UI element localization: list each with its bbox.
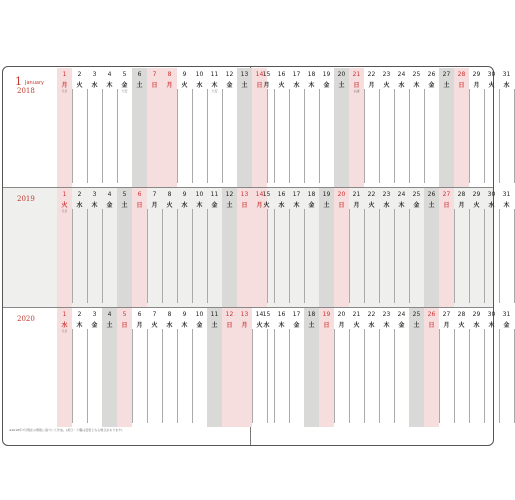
day-number: 24 — [397, 191, 406, 198]
weekday-label: 火 — [181, 82, 188, 89]
weekday-label: 月 — [473, 82, 480, 89]
day-number: 28 — [457, 311, 466, 318]
day-number: 25 — [412, 71, 421, 78]
weekday-label: 月 — [263, 82, 270, 89]
weekday-label: 日 — [136, 202, 143, 209]
day-number: 1 — [62, 71, 67, 78]
weekday-label: 火 — [488, 82, 495, 89]
day-note: 仏滅 — [353, 89, 360, 93]
day-number: 20 — [337, 311, 346, 318]
day-number: 3 — [92, 71, 97, 78]
day-number: 17 — [292, 191, 301, 198]
weekday-label: 土 — [106, 322, 113, 329]
weekday-label: 火 — [76, 82, 83, 89]
weekday-label: 木 — [76, 322, 83, 329]
weekday-label: 日 — [256, 82, 263, 89]
weekday-label: 火 — [263, 202, 270, 209]
weekday-label: 火 — [166, 202, 173, 209]
day-number: 7 — [152, 191, 157, 198]
day-number: 14 — [255, 71, 264, 78]
weekday-label: 金 — [428, 82, 435, 89]
day-number: 9 — [182, 71, 187, 78]
day-number: 15 — [262, 71, 271, 78]
weekday-label: 水 — [398, 82, 405, 89]
day-number: 2 — [77, 71, 82, 78]
weekday-label: 土 — [428, 202, 435, 209]
day-number: 15 — [262, 191, 271, 198]
weekday-label: 土 — [443, 82, 450, 89]
calendar-spread — [2, 66, 511, 446]
day-number: 29 — [472, 71, 481, 78]
weekday-label: 木 — [196, 202, 203, 209]
weekday-label: 木 — [413, 82, 420, 89]
weekday-label: 水 — [473, 322, 480, 329]
day-number: 12 — [225, 191, 234, 198]
day-number: 4 — [107, 71, 112, 78]
weekday-label: 月 — [61, 82, 68, 89]
day-number: 14 — [255, 191, 264, 198]
weekday-label: 水 — [278, 202, 285, 209]
weekday-label: 木 — [398, 202, 405, 209]
weekday-label: 水 — [166, 322, 173, 329]
weekday-label: 土 — [323, 202, 330, 209]
day-number: 6 — [137, 311, 142, 318]
day-number: 24 — [397, 71, 406, 78]
weekday-label: 金 — [503, 322, 510, 329]
day-number: 15 — [262, 311, 271, 318]
day-number: 9 — [182, 191, 187, 198]
day-number: 30 — [487, 191, 496, 198]
day-number: 10 — [195, 311, 204, 318]
day-number: 22 — [367, 71, 376, 78]
day-number: 25 — [412, 191, 421, 198]
weekday-label: 月 — [458, 202, 465, 209]
weekday-label: 木 — [181, 322, 188, 329]
weekday-label: 月 — [368, 82, 375, 89]
weekday-label: 金 — [121, 82, 128, 89]
day-number: 13 — [240, 71, 249, 78]
day-number: 14 — [255, 311, 264, 318]
day-number: 13 — [240, 311, 249, 318]
day-note: 元日 — [61, 89, 68, 93]
weekday-label: 金 — [398, 322, 405, 329]
day-number: 7 — [152, 311, 157, 318]
weekday-label: 水 — [488, 202, 495, 209]
weekday-label: 月 — [338, 322, 345, 329]
weekday-label: 金 — [91, 322, 98, 329]
weekday-label: 木 — [383, 322, 390, 329]
weekday-label: 日 — [443, 202, 450, 209]
day-number: 11 — [210, 71, 219, 78]
day-number: 29 — [472, 191, 481, 198]
weekday-label: 金 — [196, 322, 203, 329]
year-label: 2019 — [17, 195, 35, 203]
day-number: 22 — [367, 311, 376, 318]
day-number: 20 — [337, 71, 346, 78]
weekday-label: 日 — [151, 82, 158, 89]
weekday-label: 金 — [413, 202, 420, 209]
weekday-label: 水 — [263, 322, 270, 329]
day-number: 17 — [292, 311, 301, 318]
day-number: 2 — [77, 311, 82, 318]
day-number: 31 — [502, 311, 511, 318]
day-number: 8 — [167, 71, 172, 78]
weekday-label: 水 — [61, 322, 68, 329]
weekday-label: 木 — [308, 82, 315, 89]
weekday-label: 水 — [383, 202, 390, 209]
day-number: 21 — [352, 71, 361, 78]
day-number: 31 — [502, 71, 511, 78]
year-label: 2018 — [17, 87, 35, 95]
day-note: 大安 — [121, 89, 128, 93]
footer-note: ※2018年7月現在の情報に基づいて作成。(祝日・六曜は変更となる場合があります) — [9, 428, 123, 432]
day-number: 27 — [442, 311, 451, 318]
weekday-label: 水 — [181, 202, 188, 209]
day-number: 2 — [77, 191, 82, 198]
weekday-label: 土 — [121, 202, 128, 209]
weekday-label: 火 — [256, 322, 263, 329]
weekday-label: 水 — [91, 82, 98, 89]
month-name: January — [25, 80, 44, 86]
weekday-label: 日 — [353, 82, 360, 89]
day-number: 5 — [122, 71, 127, 78]
weekday-label: 水 — [293, 82, 300, 89]
day-number: 23 — [382, 311, 391, 318]
day-number: 8 — [167, 311, 172, 318]
weekday-label: 月 — [241, 322, 248, 329]
day-number: 29 — [472, 311, 481, 318]
weekday-label: 火 — [353, 322, 360, 329]
day-number: 23 — [382, 71, 391, 78]
day-number: 26 — [427, 191, 436, 198]
weekday-label: 土 — [211, 322, 218, 329]
weekday-label: 月 — [166, 82, 173, 89]
weekday-label: 金 — [106, 202, 113, 209]
weekday-label: 木 — [278, 322, 285, 329]
day-number: 3 — [92, 311, 97, 318]
weekday-label: 木 — [211, 82, 218, 89]
day-number: 24 — [397, 311, 406, 318]
day-number: 28 — [457, 71, 466, 78]
weekday-label: 土 — [226, 202, 233, 209]
weekday-label: 月 — [443, 322, 450, 329]
weekday-label: 木 — [503, 202, 510, 209]
weekday-label: 土 — [413, 322, 420, 329]
day-note: 元日 — [61, 329, 68, 333]
day-number: 31 — [502, 191, 511, 198]
weekday-label: 日 — [323, 322, 330, 329]
weekday-label: 木 — [488, 322, 495, 329]
weekday-label: 金 — [308, 202, 315, 209]
day-number: 26 — [427, 311, 436, 318]
day-number: 10 — [195, 191, 204, 198]
day-number: 26 — [427, 71, 436, 78]
weekday-label: 金 — [211, 202, 218, 209]
weekday-label: 日 — [241, 202, 248, 209]
weekday-label: 金 — [323, 82, 330, 89]
weekday-label: 月 — [151, 202, 158, 209]
day-number: 13 — [240, 191, 249, 198]
weekday-label: 水 — [503, 82, 510, 89]
weekday-label: 水 — [368, 322, 375, 329]
day-number: 4 — [107, 191, 112, 198]
weekday-label: 土 — [338, 82, 345, 89]
day-number: 21 — [352, 191, 361, 198]
day-number: 27 — [442, 191, 451, 198]
day-number: 16 — [277, 191, 286, 198]
day-number: 27 — [442, 71, 451, 78]
weekday-label: 日 — [226, 322, 233, 329]
day-number: 16 — [277, 71, 286, 78]
day-number: 20 — [337, 191, 346, 198]
day-number: 28 — [457, 191, 466, 198]
day-number: 5 — [122, 191, 127, 198]
weekday-label: 水 — [196, 82, 203, 89]
weekday-label: 火 — [151, 322, 158, 329]
day-number: 18 — [307, 191, 316, 198]
day-number: 4 — [107, 311, 112, 318]
day-number: 17 — [292, 71, 301, 78]
day-number: 18 — [307, 71, 316, 78]
weekday-label: 火 — [383, 82, 390, 89]
weekday-label: 金 — [226, 82, 233, 89]
day-number: 5 — [122, 311, 127, 318]
day-number: 1 — [62, 191, 67, 198]
weekday-label: 日 — [338, 202, 345, 209]
day-note: 大安 — [211, 89, 218, 93]
weekday-label: 火 — [61, 202, 68, 209]
weekday-label: 日 — [121, 322, 128, 329]
day-number: 6 — [137, 191, 142, 198]
day-number: 16 — [277, 311, 286, 318]
weekday-label: 日 — [428, 322, 435, 329]
day-number: 12 — [225, 311, 234, 318]
day-number: 21 — [352, 311, 361, 318]
weekday-label: 木 — [293, 202, 300, 209]
day-number: 19 — [322, 71, 331, 78]
day-number: 12 — [225, 71, 234, 78]
month-number: 1 — [15, 75, 22, 88]
weekday-label: 火 — [473, 202, 480, 209]
weekday-label: 月 — [353, 202, 360, 209]
weekday-label: 月 — [136, 322, 143, 329]
day-number: 6 — [137, 71, 142, 78]
weekday-label: 火 — [368, 202, 375, 209]
day-number: 1 — [62, 311, 67, 318]
weekday-label: 土 — [136, 82, 143, 89]
weekday-label: 土 — [308, 322, 315, 329]
day-number: 18 — [307, 311, 316, 318]
weekday-label: 金 — [293, 322, 300, 329]
day-number: 7 — [152, 71, 157, 78]
weekday-label: 木 — [91, 202, 98, 209]
day-number: 30 — [487, 71, 496, 78]
day-note: 元日 — [61, 209, 68, 213]
weekday-label: 水 — [76, 202, 83, 209]
day-number: 10 — [195, 71, 204, 78]
day-number: 9 — [182, 311, 187, 318]
day-number: 11 — [210, 311, 219, 318]
day-number: 30 — [487, 311, 496, 318]
year-label: 2020 — [17, 315, 35, 323]
day-number: 23 — [382, 191, 391, 198]
weekday-label: 土 — [241, 82, 248, 89]
day-number: 8 — [167, 191, 172, 198]
day-number: 19 — [322, 311, 331, 318]
weekday-label: 火 — [278, 82, 285, 89]
weekday-label: 月 — [256, 202, 263, 209]
weekday-label: 火 — [458, 322, 465, 329]
day-number: 3 — [92, 191, 97, 198]
day-number: 22 — [367, 191, 376, 198]
weekday-label: 日 — [458, 82, 465, 89]
weekday-label: 木 — [106, 82, 113, 89]
day-number: 19 — [322, 191, 331, 198]
day-number: 25 — [412, 311, 421, 318]
day-number: 11 — [210, 191, 219, 198]
